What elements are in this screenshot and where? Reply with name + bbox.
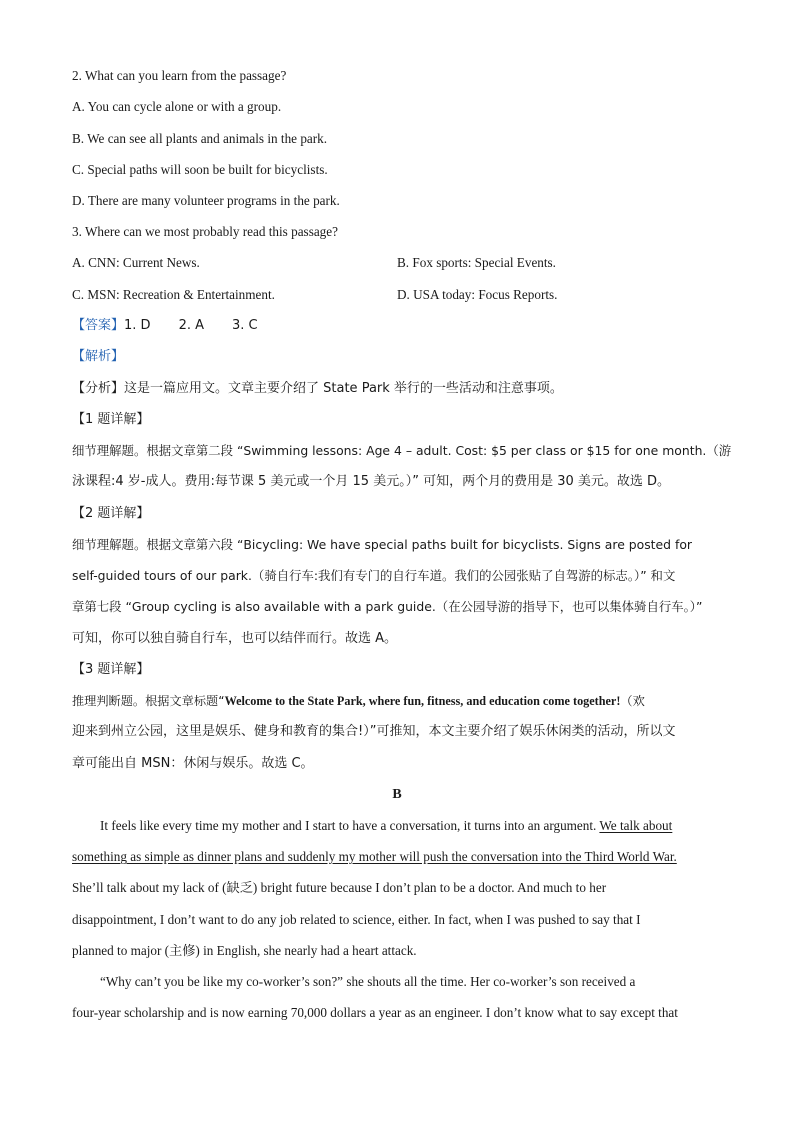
question-2-stem: 2. What can you learn from the passage?: [72, 68, 287, 83]
detail-3-heading: 【3 题详解】: [72, 662, 150, 677]
analysis-summary: [72, 380, 732, 398]
passage-p1-line-1: [100, 817, 732, 835]
detail-2-line-4: 可知，你可以独自骑自行车，也可以结伴而行。故选 A。: [72, 631, 398, 646]
answer-line: [72, 317, 732, 335]
passage-p1-line-3: She’ll talk about my lack of (缺乏) bright future because I don’t plan to be a doctor. And much to her: [72, 880, 607, 895]
answer-3: 3. C: [232, 318, 258, 333]
question-2-option-b: B. We can see all plants and animals in the park.: [72, 131, 328, 146]
detail-3-title-quote: Welcome to the State Park, where fun, fitness, and education come together!: [224, 694, 621, 708]
question-2-option-c: C. Special paths will soon be built for bicyclists.: [72, 162, 328, 177]
question-3-option-a: A. CNN: Current News.: [72, 255, 200, 270]
section-b-heading: B: [392, 787, 402, 802]
passage-p1-line-4: disappointment, I don’t want to do any job related to science, either. In fact, when I was pushed to say that I: [72, 912, 641, 927]
passage-underlined-sentence-start: We talk about: [599, 818, 673, 833]
passage-p1-line-2: [72, 848, 732, 866]
passage-p2-line-1: “Why can’t you be like my co-worker’s son?” she shouts all the time. Her co-worker’s son received a: [100, 974, 636, 989]
detail-3-line-1-prefix: 推理判断题。根据文章标题“: [72, 694, 225, 708]
question-3-option-d: D. USA today: Focus Reports.: [397, 287, 558, 302]
analysis-summary-label: 【分析】: [72, 381, 125, 396]
passage-p1-line-1-text: It feels like every time my mother and I start to have a conversation, it turns into an argument.: [100, 818, 600, 833]
detail-1-heading: 【1 题详解】: [72, 412, 150, 427]
question-3-option-c: C. MSN: Recreation & Entertainment.: [72, 287, 275, 302]
detail-1-line-2: 泳课程:4 岁-成人。费用:每节课 5 美元或一个月 15 美元。）” 可知，两个月的费用是 30 美元。故选 D。: [72, 474, 671, 489]
question-2-option-d: D. There are many volunteer programs in the park.: [72, 193, 340, 208]
detail-2-line-1: 细节理解题。根据文章第六段 “Bicycling: We have special paths built for bicyclists. Signs are posted for: [72, 537, 693, 552]
passage-p1-line-5: planned to major (主修) in English, she nearly had a heart attack.: [72, 943, 417, 958]
analysis-summary-text: 这是一篇应用文。文章主要介绍了 State Park 举行的一些活动和注意事项。: [124, 381, 563, 396]
detail-2-line-2: self-guided tours of our park.（骑自行车:我们有专门的自行车道。我们的公园张贴了自驾游的标志。）” 和文: [72, 568, 676, 583]
passage-p2-line-2: four-year scholarship and is now earning 70,000 dollars a year as an engineer. I don’t know what to say except that: [72, 1005, 678, 1020]
answer-label: 【答案】: [72, 318, 125, 333]
detail-3-line-3: 章可能出自 MSN：休闲与娱乐。故选 C。: [72, 756, 314, 771]
question-2-option-a: A. You can cycle alone or with a group.: [72, 99, 282, 114]
detail-2-line-3: 章第七段 “Group cycling is also available with a park guide.（在公园导游的指导下，也可以集体骑自行车。）”: [72, 599, 703, 614]
answer-1: 1. D: [124, 318, 151, 333]
analysis-heading: 【解析】: [72, 349, 125, 364]
answer-2: 2. A: [178, 318, 204, 333]
detail-1-line-1: 细节理解题。根据文章第二段 “Swimming lessons: Age 4 – adult. Cost: $5 per class or $15 for one month.（游: [72, 443, 732, 458]
question-3-option-b: B. Fox sports: Special Events.: [397, 255, 556, 270]
detail-3-line-1: [72, 692, 732, 710]
detail-3-line-2: 迎来到州立公园，这里是娱乐、健身和教育的集合!）”可推知，本文主要介绍了娱乐休闲类的活动，所以文: [72, 724, 676, 739]
detail-3-line-1-suffix: （欢: [620, 694, 645, 708]
question-3-stem: 3. Where can we most probably read this passage?: [72, 224, 338, 239]
passage-underlined-sentence-end: something as simple as dinner plans and suddenly my mother will push the conversation into the Third World War.: [72, 849, 677, 864]
detail-2-heading: 【2 题详解】: [72, 506, 150, 521]
